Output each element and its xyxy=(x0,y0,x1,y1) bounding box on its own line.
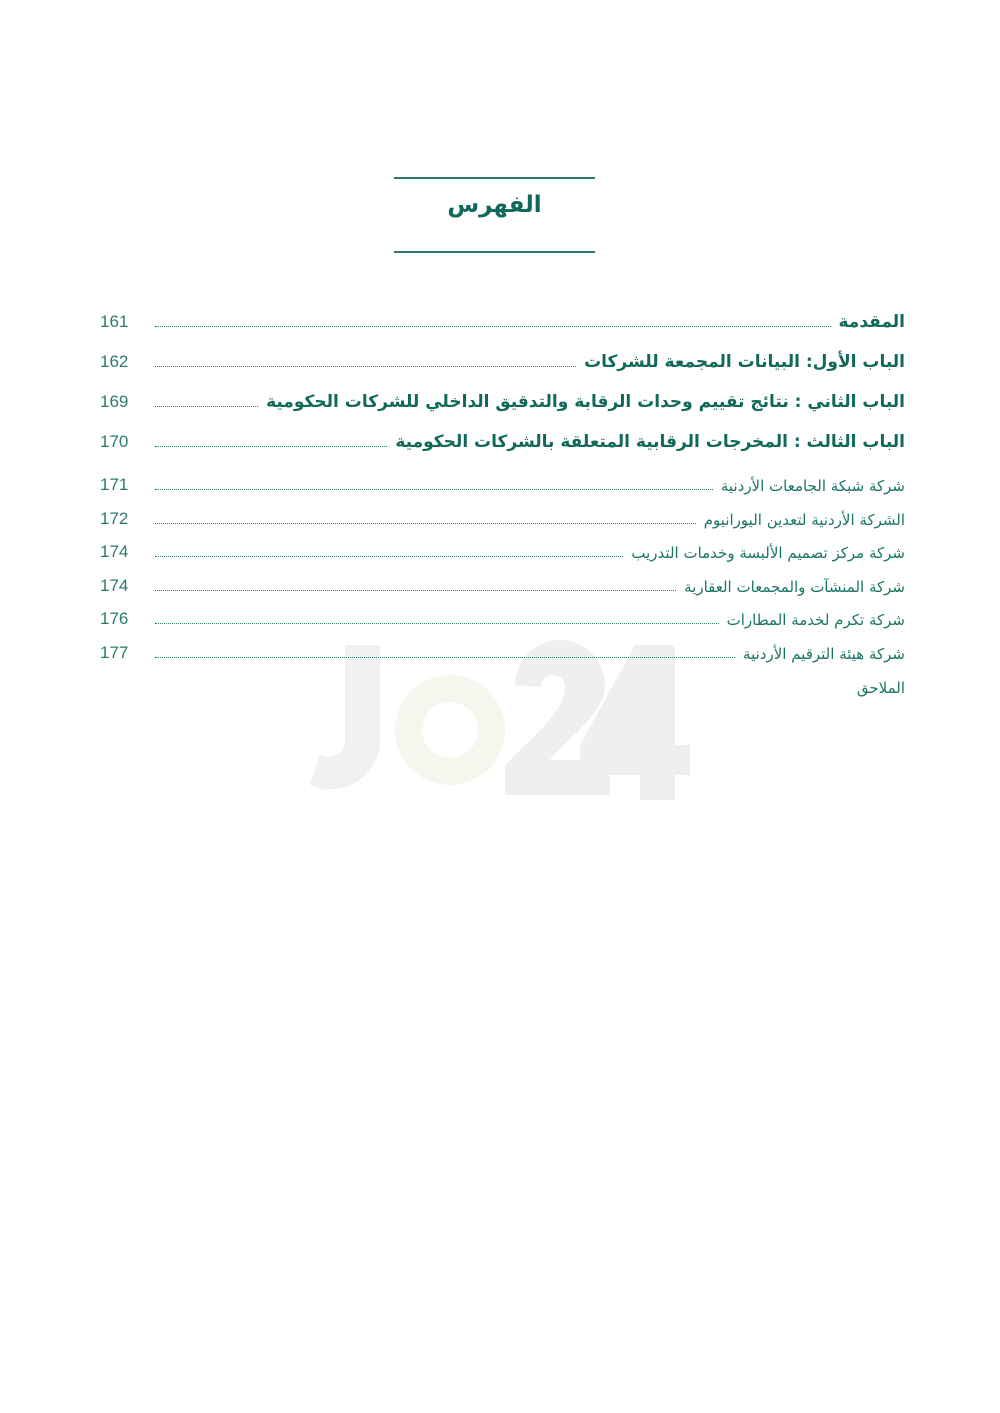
entry-label: شركة شبكة الجامعات الأردنية xyxy=(720,477,905,495)
toc-entry[interactable] xyxy=(100,348,905,372)
leader-dots xyxy=(155,365,576,367)
entry-label: الشركة الأردنية لتعدين اليورانيوم xyxy=(703,511,905,529)
page-title: الفهرس xyxy=(447,192,542,218)
toc-entry[interactable] xyxy=(100,538,905,562)
entry-label: الباب الثالث : المخرجات الرقابية المتعلقة بالشركات الحكومية xyxy=(395,432,905,452)
toc-entry[interactable] xyxy=(100,308,905,332)
toc-entry[interactable] xyxy=(100,428,905,452)
entry-label: شركة مركز تصميم الألبسة وخدمات التدريب xyxy=(631,544,905,562)
entry-label: شركة هيئة الترقيم الأردنية xyxy=(743,645,905,663)
leader-dots xyxy=(155,656,735,658)
leader-dots xyxy=(155,522,696,524)
title-top-rule xyxy=(394,177,595,179)
toc-entry[interactable] xyxy=(100,471,905,495)
leader-dots xyxy=(155,555,623,557)
entry-label: الملاحق xyxy=(856,679,905,697)
page-number: 171 xyxy=(100,475,129,494)
toc-entry[interactable] xyxy=(100,505,905,529)
entry-label: الباب الثاني : نتائج تقييم وحدات الرقابة والتدقيق الداخلي للشركات الحكومية xyxy=(266,392,905,412)
page-number: 161 xyxy=(100,312,129,331)
page-number: 177 xyxy=(100,643,129,662)
entry-label: المقدمة xyxy=(838,312,905,332)
toc-entry[interactable] xyxy=(100,673,905,697)
page-number: 176 xyxy=(100,609,129,628)
page-number: 174 xyxy=(100,576,129,595)
toc-entry[interactable] xyxy=(100,572,905,596)
leader-dots xyxy=(155,488,713,490)
entry-label: شركة تكرم لخدمة المطارات xyxy=(726,611,905,629)
leader-dots xyxy=(155,445,387,447)
page-number: 172 xyxy=(100,509,129,528)
toc-entry[interactable] xyxy=(100,388,905,412)
page-number: 174 xyxy=(100,542,129,561)
toc-entry[interactable] xyxy=(100,605,905,629)
leader-dots xyxy=(155,405,258,407)
leader-dots xyxy=(155,589,676,591)
leader-dots xyxy=(155,325,831,327)
title-bottom-rule xyxy=(394,251,595,253)
page-number: 170 xyxy=(100,432,129,451)
entry-label: الباب الأول: البيانات المجمعة للشركات xyxy=(584,352,905,372)
page-number: 162 xyxy=(100,352,129,371)
entry-label: شركة المنشآت والمجمعات العقارية xyxy=(684,578,905,596)
page-number: 169 xyxy=(100,392,129,411)
leader-dots xyxy=(155,622,719,624)
toc-entry[interactable] xyxy=(100,639,905,663)
